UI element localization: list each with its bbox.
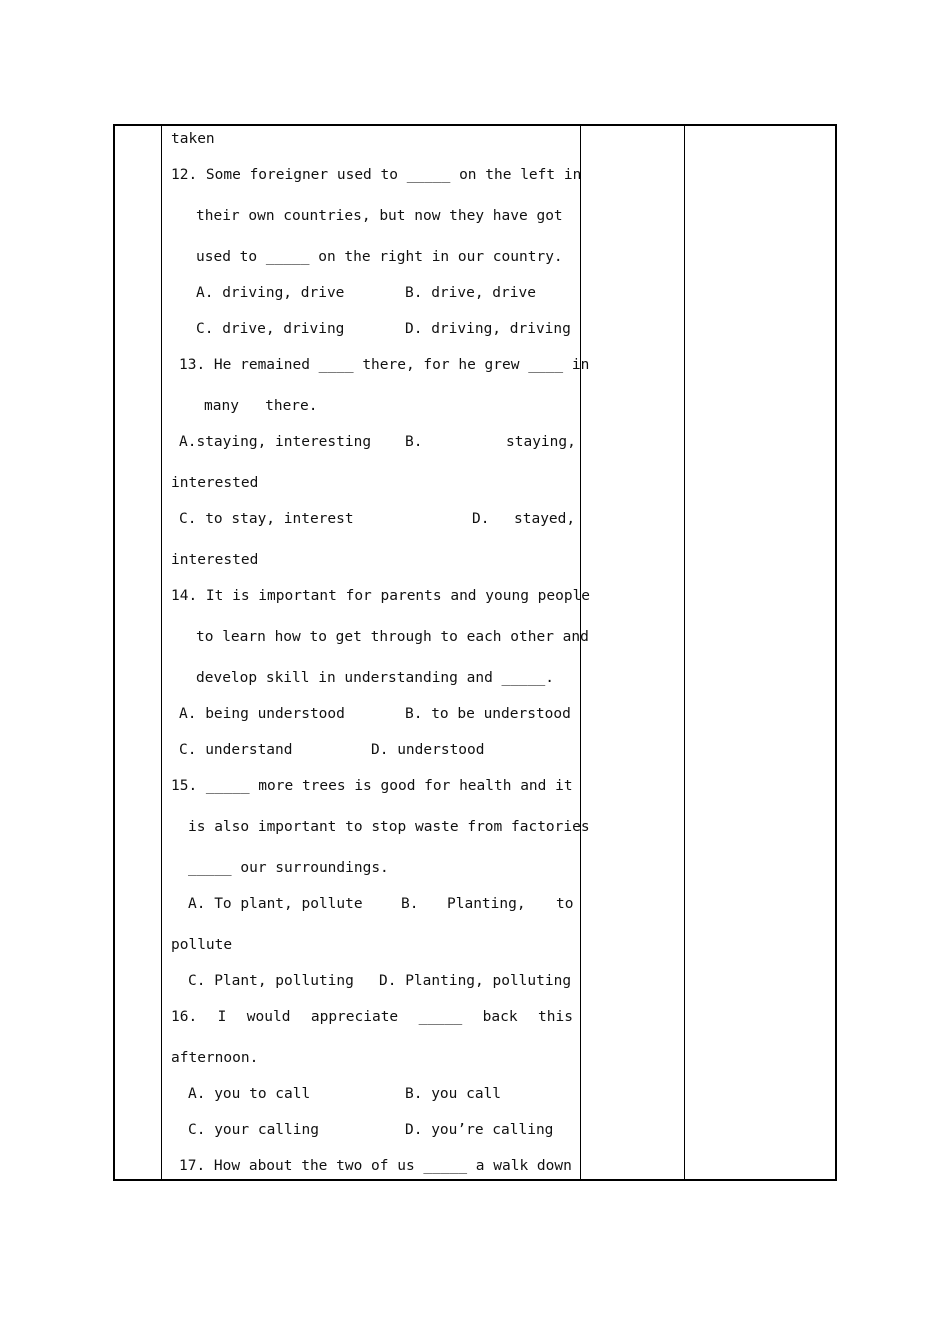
option-a: A. being understood <box>179 706 345 722</box>
option-d: D. understood <box>371 742 485 758</box>
option-c: C. your calling <box>188 1122 319 1138</box>
question-12-line-1: 12. Some foreigner used to _____ on the left in <box>171 167 582 183</box>
option-d-label: D. <box>472 511 490 527</box>
word: I <box>217 1009 227 1025</box>
exercise-column <box>161 124 591 1181</box>
word: 16. <box>171 1009 198 1025</box>
question-15-line-3: _____ our surroundings. <box>188 860 389 876</box>
option-d: D. driving, driving <box>405 321 571 337</box>
word: this <box>538 1009 573 1025</box>
question-14-line-3: develop skill in understanding and _____. <box>196 670 554 686</box>
question-13-line-1: 13. He remained ____ there, for he grew ____ in <box>179 357 590 373</box>
option-b-label: B. <box>405 434 423 450</box>
question-16-line-1 <box>171 1008 573 1026</box>
question-13-line-2: many there. <box>204 398 318 414</box>
option-d-continued: interested <box>171 552 259 568</box>
text-line: taken <box>171 131 215 147</box>
question-14-line-1: 14. It is important for parents and young people <box>171 588 591 604</box>
option-b-text: staying, <box>506 434 576 450</box>
option-b-text: Planting, <box>447 896 526 912</box>
question-14-line-2: to learn how to get through to each other and <box>196 629 589 645</box>
option-d: D. you’re calling <box>405 1122 554 1138</box>
option-c: C. understand <box>179 742 293 758</box>
question-17-line-1: 17. How about the two of us _____ a walk down <box>179 1158 572 1174</box>
option-b: B. drive, drive <box>405 285 536 301</box>
option-b-continued: pollute <box>171 937 233 953</box>
question-12-line-2: their own countries, but now they have got <box>196 208 563 224</box>
option-b-label: B. <box>401 896 419 912</box>
option-a: A. driving, drive <box>196 285 345 301</box>
question-15-line-2: is also important to stop waste from factories <box>188 819 590 835</box>
option-a: A.staying, interesting <box>179 434 372 450</box>
question-16-line-2: afternoon. <box>171 1050 259 1066</box>
option-d: D. Planting, polluting <box>379 973 572 989</box>
option-b-continued: interested <box>171 475 259 491</box>
option-a: A. you to call <box>188 1086 311 1102</box>
word: would <box>246 1009 291 1025</box>
option-b-text-2: to <box>556 896 574 912</box>
question-15-line-1: 15. _____ more trees is good for health and it <box>171 778 573 794</box>
question-12-line-3: used to _____ on the right in our country. <box>196 249 563 265</box>
option-a: A. To plant, pollute <box>188 896 363 912</box>
word: _____ <box>418 1009 463 1025</box>
table-column-divider <box>684 124 685 1181</box>
option-c: C. to stay, interest <box>179 511 354 527</box>
option-b: B. you call <box>405 1086 502 1102</box>
option-c: C. drive, driving <box>196 321 345 337</box>
option-d-text: stayed, <box>514 511 576 527</box>
option-b: B. to be understood <box>405 706 571 722</box>
word: appreciate <box>310 1009 399 1025</box>
option-c: C. Plant, polluting <box>188 973 354 989</box>
table-column-divider <box>580 124 581 1181</box>
word: back <box>482 1009 518 1025</box>
